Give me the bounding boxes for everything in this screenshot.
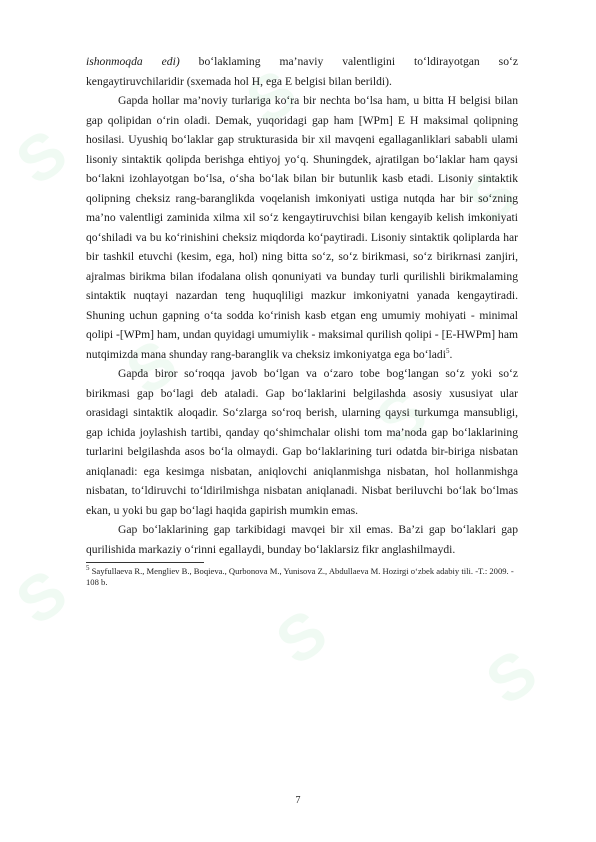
page-number: 7 — [295, 795, 301, 806]
paragraph: Gap bo‘laklarining gap tarkibidagi mavqei bir xil emas. Ba’zi gap bo‘laklari gap qurilishida markaziy o‘rinni egallaydi, bunday bo‘laklarsiz fikr anglashilmaydi. — [86, 523, 518, 556]
paragraph-end: . — [449, 347, 453, 361]
watermark-mark: S — [263, 595, 340, 679]
watermark-mark: S — [473, 635, 550, 719]
footnote-ref[interactable]: 5 — [445, 346, 450, 355]
footnote — [86, 566, 518, 587]
watermark-mark: S — [3, 115, 80, 199]
footnote-divider — [86, 562, 204, 563]
paragraph-text: bo‘laklaming ma’naviy valentligini to‘ldirayotgan so‘z kengaytiruvchilaridir (sxemada hol H, ega E belgisi bilan berildi). — [86, 55, 518, 88]
page-body — [86, 52, 518, 587]
paragraph — [86, 91, 518, 364]
paragraph-text: Gapda hollar ma’noviy turlariga ko‘ra bir nechta bo‘lsa ham, u bitta H belgisi bilan gap qolipidan o‘rin oladi. Demak, yuqoridagi gap ham [WPm] E H maksimal qolipning hosilasi. Uyushiq bo‘laklar gap strukturasida bir xil mavqeni egallaganliklari sababli ulami lisoniy sintaktik qolipda berishga ehtiyoj yo‘q. Shuningdek, ajratilgan bo‘laklar ham qaysi bo‘lakni izohlayotgan bo‘lsa, o‘sha bo‘lak bilan bir butunlik kasb etadi. Lisoniy sintaktik qolipning cheksiz rang-baranglikda voqelanish imkoniyati ustiga nutqda har bir so‘zning ma’no valentligi zaminida xilma xil so‘z kengaytiruvchisi bilan kengayib kelish imkoniyati qo‘shiladi va bu ko‘rinishini cheksiz miqdorda ko‘paytiradi. Lisoniy sintaktik qoliplarda har bir tashkil etuvchi (kesim, ega, hol) ning bitta so‘z, so‘z birikmasi, so‘z birikrnasi zanjiri, ajralmas birikma bilan ifodalana olish qonuniyati va bunday turli qurilishli birikmalaming sintaktik nuqtayi nazardan teng huquqliligi mazkur imkoniyatni yanada kengaytiradi. Shuning uchun gapning o‘ta sodda ko‘rinish kasb etgan eng umumiy mohiyati - minimal qolipi -[WPm] ham, undan quyidagi umumiylik - maksimal qurilish qolipi - [E-HWPm] ham nutqimizda mana shunday rang-baranglik va cheksiz imkoniyatga ega bo‘ladi — [86, 94, 518, 361]
watermark-mark: S — [453, 155, 530, 239]
watermark-mark: S — [113, 325, 190, 409]
watermark-mark: S — [233, 55, 310, 139]
paragraph — [86, 52, 518, 91]
footnote-number: 5 — [86, 564, 90, 573]
watermark-mark: S — [363, 375, 440, 459]
footnote-text: Sayfullaeva R., Mengliev B., Boqieva., Qurbonova M., Yunisova Z., Abdullaeva M. Hozirgi o‘zbek adabiy tili. -T.: 2009. - 108 b. — [86, 566, 514, 587]
paragraph: Gapda biror so‘roqqa javob bo‘lgan va o‘zaro tobe bog‘langan so‘z yoki so‘z birikmasi gap bo‘lagi deb ataladi. Gap bo‘laklarini belgilashda asosiy xususiyat ular orasidagi sintaktik aloqadir. So‘zlarga so‘roq berish, ularning qaysi turkumga mansubligi, gap ichida joylashish tartibi, qanday qo‘shimchalar olishi tom ma’noda gap bo‘laklarining turlarini belgilashda asos bo‘la olmaydi. Gap bo‘laklarining turi odatda bir-biriga nisbatan aniqlanadi: ega kesimga nisbatan, aniqlovchi aniqlanmishga nisbatan, hol hollanmishga nisbatan, to‘ldiruvchi to‘ldirilmishga nisbatan aniqlanadi. Nisbat beriluvchi bo‘lak bo‘lmas ekan, u yoki bu gap bo‘lagi haqida gapirish mumkin emas. — [86, 367, 518, 517]
italic-phrase: ishonmoqda edi) — [86, 55, 180, 68]
watermark-mark: S — [3, 555, 80, 639]
